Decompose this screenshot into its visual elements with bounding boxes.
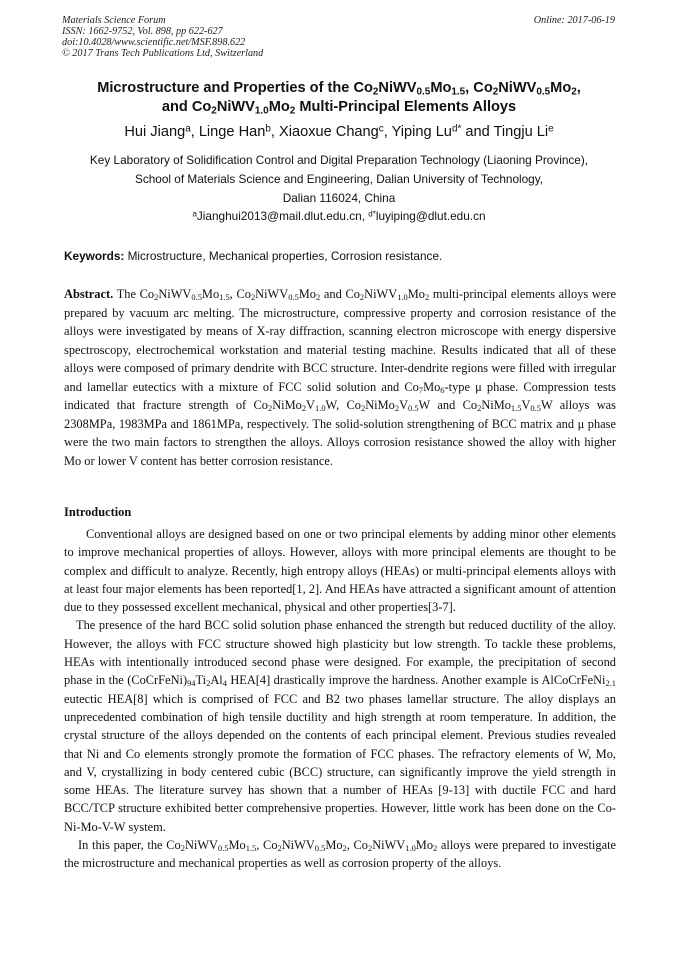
intro-text: In this paper, the — [78, 838, 167, 853]
paper-title: Microstructure and Properties of the $Co_2NiWV_{0.5}Mo_{1.5}$, $Co_2NiWV_{0.5}Mo_2$, and $Co_2NiWV_{1.0}Mo_2$ Multi-Principal Elements Alloys — [97, 80, 581, 117]
author-list: Hui Jiang$^a$, Linge Han$^b$, Xiaoxue Chang$^c$, Yiping $Lu^{d*}$ and Tingju Li$^e$ — [124, 123, 554, 140]
abstract-text: The — [113, 287, 140, 301]
copyright-line: © 2017 Trans Tech Publications Ltd, Switzerland — [62, 48, 264, 59]
introduction-heading: Introduction — [64, 505, 132, 519]
introduction-body — [64, 525, 616, 873]
keywords — [64, 248, 616, 264]
intro-text: HEA[4] drastically improve the hardness. Another example is — [226, 673, 542, 688]
journal-name: Materials Science Forum — [62, 15, 166, 26]
intro-text: The presence of the hard BCC solid solution phase enhanced the strength but reduced ductility of the alloy. However, the alloys with FCC structure showed high plasticity but low strength. To tackle these problems, HEAs with intentionally introduced second phase were designed. For example, the precipitation of second phase in the — [64, 618, 616, 688]
title-prefix: Microstructure and Properties of the — [97, 80, 354, 96]
author-mark: a — [185, 123, 191, 135]
author-mark: c — [378, 123, 384, 135]
issn-line: ISSN: 1662-9752, Vol. 898, pp 622-627 — [62, 26, 223, 37]
affiliation-line: Dalian 116024, China — [282, 191, 396, 205]
keywords-label: Keywords: — [64, 249, 125, 263]
author-mark: d* — [451, 123, 462, 135]
affiliation-line: Key Laboratory of Solidification Control and Digital Preparation Technology (Liaoning Province), — [89, 153, 589, 167]
intro-paragraph: In this paper, the $Co_2NiWV_{0.5}Mo_{1.5}$, $Co_2NiWV_{0.5}Mo_2$, $Co_2NiWV_{1.0}Mo_2$ alloys were prepared to investigate the microstructure and mechanical properties as well as corrosion property of the alloys. — [64, 838, 617, 871]
author-mark: e — [548, 123, 554, 135]
title-suffix: Multi-Principal Elements Alloys — [295, 99, 517, 115]
doi-line[interactable]: doi:10.4028/www.scientific.net/MSF.898.622 — [62, 37, 246, 48]
author-name: Hui Jiang — [124, 124, 186, 140]
intro-paragraph: The presence of the hard BCC solid solution phase enhanced the strength but reduced ductility of the alloy. However, the alloys with FCC structure showed high plasticity but low strength. To tackle these problems, HEAs with intentionally introduced second phase were designed. For example, the precipitation of second phase in the $(CoCrFeNi)_{94}Ti_2Al_4$ HEA[4] drastically improve the hardness. Another example is AlCoCrFeNi$_{2.1}$ eutectic HEA[8] which is comprised of FCC and B2 two phases lamellar structure. The alloy displays an unprecedented combination of high tensile ductility and high strength at room temperature. In addition, the crystal structure of the alloys depended on the contents of each principal element. Previous studies revealed that Ni and Co elements strongly promote the formation of FCC phases. The refractory elements of W, Mo, and V, crystallizing in body centered cubic (BCC) structure, can significantly improve the yield strength in some HEAs. The literature survey has shown that a number of HEAs [9-13] with ductile FCC and hard BCC/TCP structure exhibited better comprehensive properties. However, little work has been done on the Co-Ni-Mo-V-W system. — [64, 618, 617, 834]
abstract: Abstract. The $Co_2NiWV_{0.5}Mo_{1.5}$, $Co_2NiWV_{0.5}Mo_2$ and $Co_2NiWV_{1.0}Mo_2$ multi-principal elements alloys were prepared by vacuum arc melting. The microstructure, compressive property and corrosion resistance of the alloys were investigated by means of X-ray diffraction, scanning electron microscope with energy dispersive spectroscopy, electrochemical workstation and material testing machine. Results indicated that all of these alloys were composed of primary dendrite with BCC structure. Inter-dendrite regions were filled with irregular and lamellar eutectics with a mixture of FCC solid solution and $Co_7Mo_6$-type μ phase. Compression tests indicated that fracture strength of $Co_2NiMo_2V_{1.0}W$, $Co_2NiMo_2V_{0.5}W$ and $Co_2NiMo_{1.5}V_{0.5}W$ alloys was 2308MPa, 1983MPa and 1861MPa, respectively. The solid-solution strengthening of BCC matrix and μ phase were the two main factors to strengthen the alloys. Alloys corrosion resistance showed the alloy with higher Mo or lower V content has better corrosion resistance. — [64, 287, 616, 468]
email-d[interactable]: luyiping@dlut.edu.cn — [375, 209, 486, 223]
author-name: Tingju Li — [493, 124, 549, 140]
affiliation-line: School of Materials Science and Engineering, Dalian University of Technology, — [134, 172, 544, 186]
author-mark: b — [265, 123, 271, 135]
intro-text: alloys were prepared to investigate the microstructure and mechanical properties as well as corrosion property of the alloys. — [64, 838, 617, 871]
online-date: Online: 2017-06-19 — [533, 15, 615, 26]
author-name: Yiping Lu — [391, 124, 452, 140]
journal-header — [62, 15, 263, 59]
intro-paragraph — [64, 525, 616, 616]
abstract-label: Abstract. — [64, 287, 114, 301]
abstract-text: -type μ phase. Compression tests indicated that fracture strength of — [64, 379, 616, 412]
intro-text: eutectic HEA[8] which is comprised of FCC and B2 two phases lamellar structure. The alloy displays an unprecedented combination of high tensile ductility and high strength at room temperature. In addition, the crystal structure of the alloys depended on the contents of each principal element. Previous studies revealed that Ni and Co elements strongly promote the formation of FCC phases. The refractory elements of W, Mo, and V, crystallizing in body centered cubic (BCC) structure, can significantly improve the yield strength in some HEAs. The literature survey has shown that a number of HEAs [9-13] with ductile FCC and hard BCC/TCP structure exhibited better comprehensive properties. However, little work has been done on the Co-Ni-Mo-V-W system. — [64, 691, 616, 834]
email-a[interactable]: Jianghui2013@mail.dlut.edu.cn — [196, 209, 362, 223]
abstract-text: multi-principal elements alloys were prepared by vacuum arc melting. The microstructure, compressive property and corrosion resistance of the alloys were investigated by means of X-ray diffraction, scanning electron microscope with energy dispersive spectroscopy, electrochemical workstation and material testing machine. Results indicated that all of these alloys were composed of primary dendrite with BCC structure. Inter-dendrite regions were filled with irregular and lamellar eutectics with a mixture of FCC solid solution and — [64, 287, 616, 394]
affiliation — [40, 151, 638, 208]
keywords-text: Microstructure, Mechanical properties, Corrosion resistance. — [124, 249, 443, 263]
author-emails: $^a$Jianghui2013@mail.dlut.edu.cn, $^{d*}$luyiping@dlut.edu.cn — [192, 209, 486, 223]
intro-text: Conventional alloys are designed based on one or two principal elements by adding minor other elements to improve mechanical properties of alloys. However, alloys with more principal elements are thought to be complex and difficult to analyze. Recently, high entropy alloys (HEAs) or multi-principal elements alloys with at least four major elements has been reported[1, 2]. And HEAs have attracted a significant amount of attention due to they possessed excellent mechanical, physical and other properties[3-7]. — [64, 527, 616, 615]
author-name: Xiaoxue Chang — [278, 124, 379, 140]
author-name: Linge Han — [198, 124, 266, 140]
abstract-text: alloys was 2308MPa, 1983MPa and 1861MPa, respectively. The solid-solution strengthening of BCC matrix and μ phase were the two main factors to strengthen the alloys. Alloys corrosion resistance showed the alloy with higher Mo or lower V content has better corrosion resistance. — [64, 398, 616, 468]
